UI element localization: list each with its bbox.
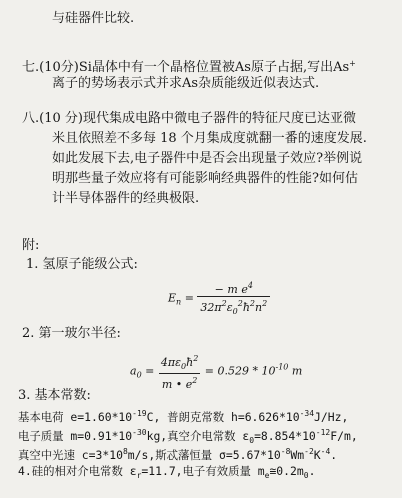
formula1-fraction <box>197 279 270 318</box>
question-8-line3: 如此发展下去,电子器件中是否会出现量子效应?举例说 <box>52 151 363 166</box>
formula2-denominator: m • $e^2$ <box>159 373 201 391</box>
formula2-fraction <box>158 352 201 391</box>
bohr-radius-formula: $a_0$ = $\frac{4\pi\varepsilon_0ħ^2}{m • e^2}$ = $0.529 * 10^{-10}$ m <box>130 354 303 391</box>
constant-line-2: 电子质量 $m=0.91*10^{-30}kg$,真空介电常数 $\varepsilon_0=8.854*10^{-12}F/m$, <box>18 428 358 445</box>
question-7-line1: 七.(10分)Si晶体中有一个晶格位置被As原子占据,写出As+ <box>22 59 356 75</box>
question-7-line2: 离子的势场表示式并求As杂质能级近似表达式. <box>52 76 320 91</box>
appendix-title: 附: <box>22 238 40 253</box>
hydrogen-energy-formula: $E_n$ = $\frac{- m e^4}{32\pi^2\varepsilon_0^2ħ^2n^2}$ <box>168 279 270 318</box>
formula1-denominator: $32\pi^2\varepsilon_0^2ħ^2n^2$ <box>197 296 270 318</box>
question-8-line4: 明那些量子效应将有可能影响经典器件的性能?如何估 <box>52 171 358 186</box>
appendix-item-4: 4.硅的相对介电常数 $\varepsilon_r=11.7$,电子有效质量 $m_e≅0.2m_0$. <box>18 464 316 480</box>
q6-continuation: 与硅器件比较. <box>52 11 135 26</box>
appendix-item-2: 2. 第一玻尔半径: <box>22 326 121 341</box>
appendix-item-3: 3. 基本常数: <box>18 388 91 403</box>
constant-line-1: 基本电荷 $e=1.60*10^{-19}C$, 普朗克常数 $h=6.626*10^{-34}J/Hz$, <box>18 409 349 424</box>
appendix-item-1: 1. 氢原子能级公式: <box>26 257 138 272</box>
question-8-line1: 八.(10 分)现代集成电路中微电子器件的特征尺度已达亚微 <box>22 111 356 126</box>
formula2-numerator: $4\pi\varepsilon_0ħ^2$ <box>160 354 199 371</box>
question-8-line2: 米且依照差不多每 18 个月集成度就翻一番的速度发展. <box>52 131 367 146</box>
constant-line-3: 真空中光速 $c=3*10^8m/s$,斯忒藩恒量 $\sigma=5.67*10^{-8}Wm^{-2}K^{-4}$. <box>18 447 338 462</box>
formula1-numerator: − m $e^4$ <box>214 281 253 296</box>
question-8-line5: 计半导体器件的经典极限. <box>52 191 200 206</box>
